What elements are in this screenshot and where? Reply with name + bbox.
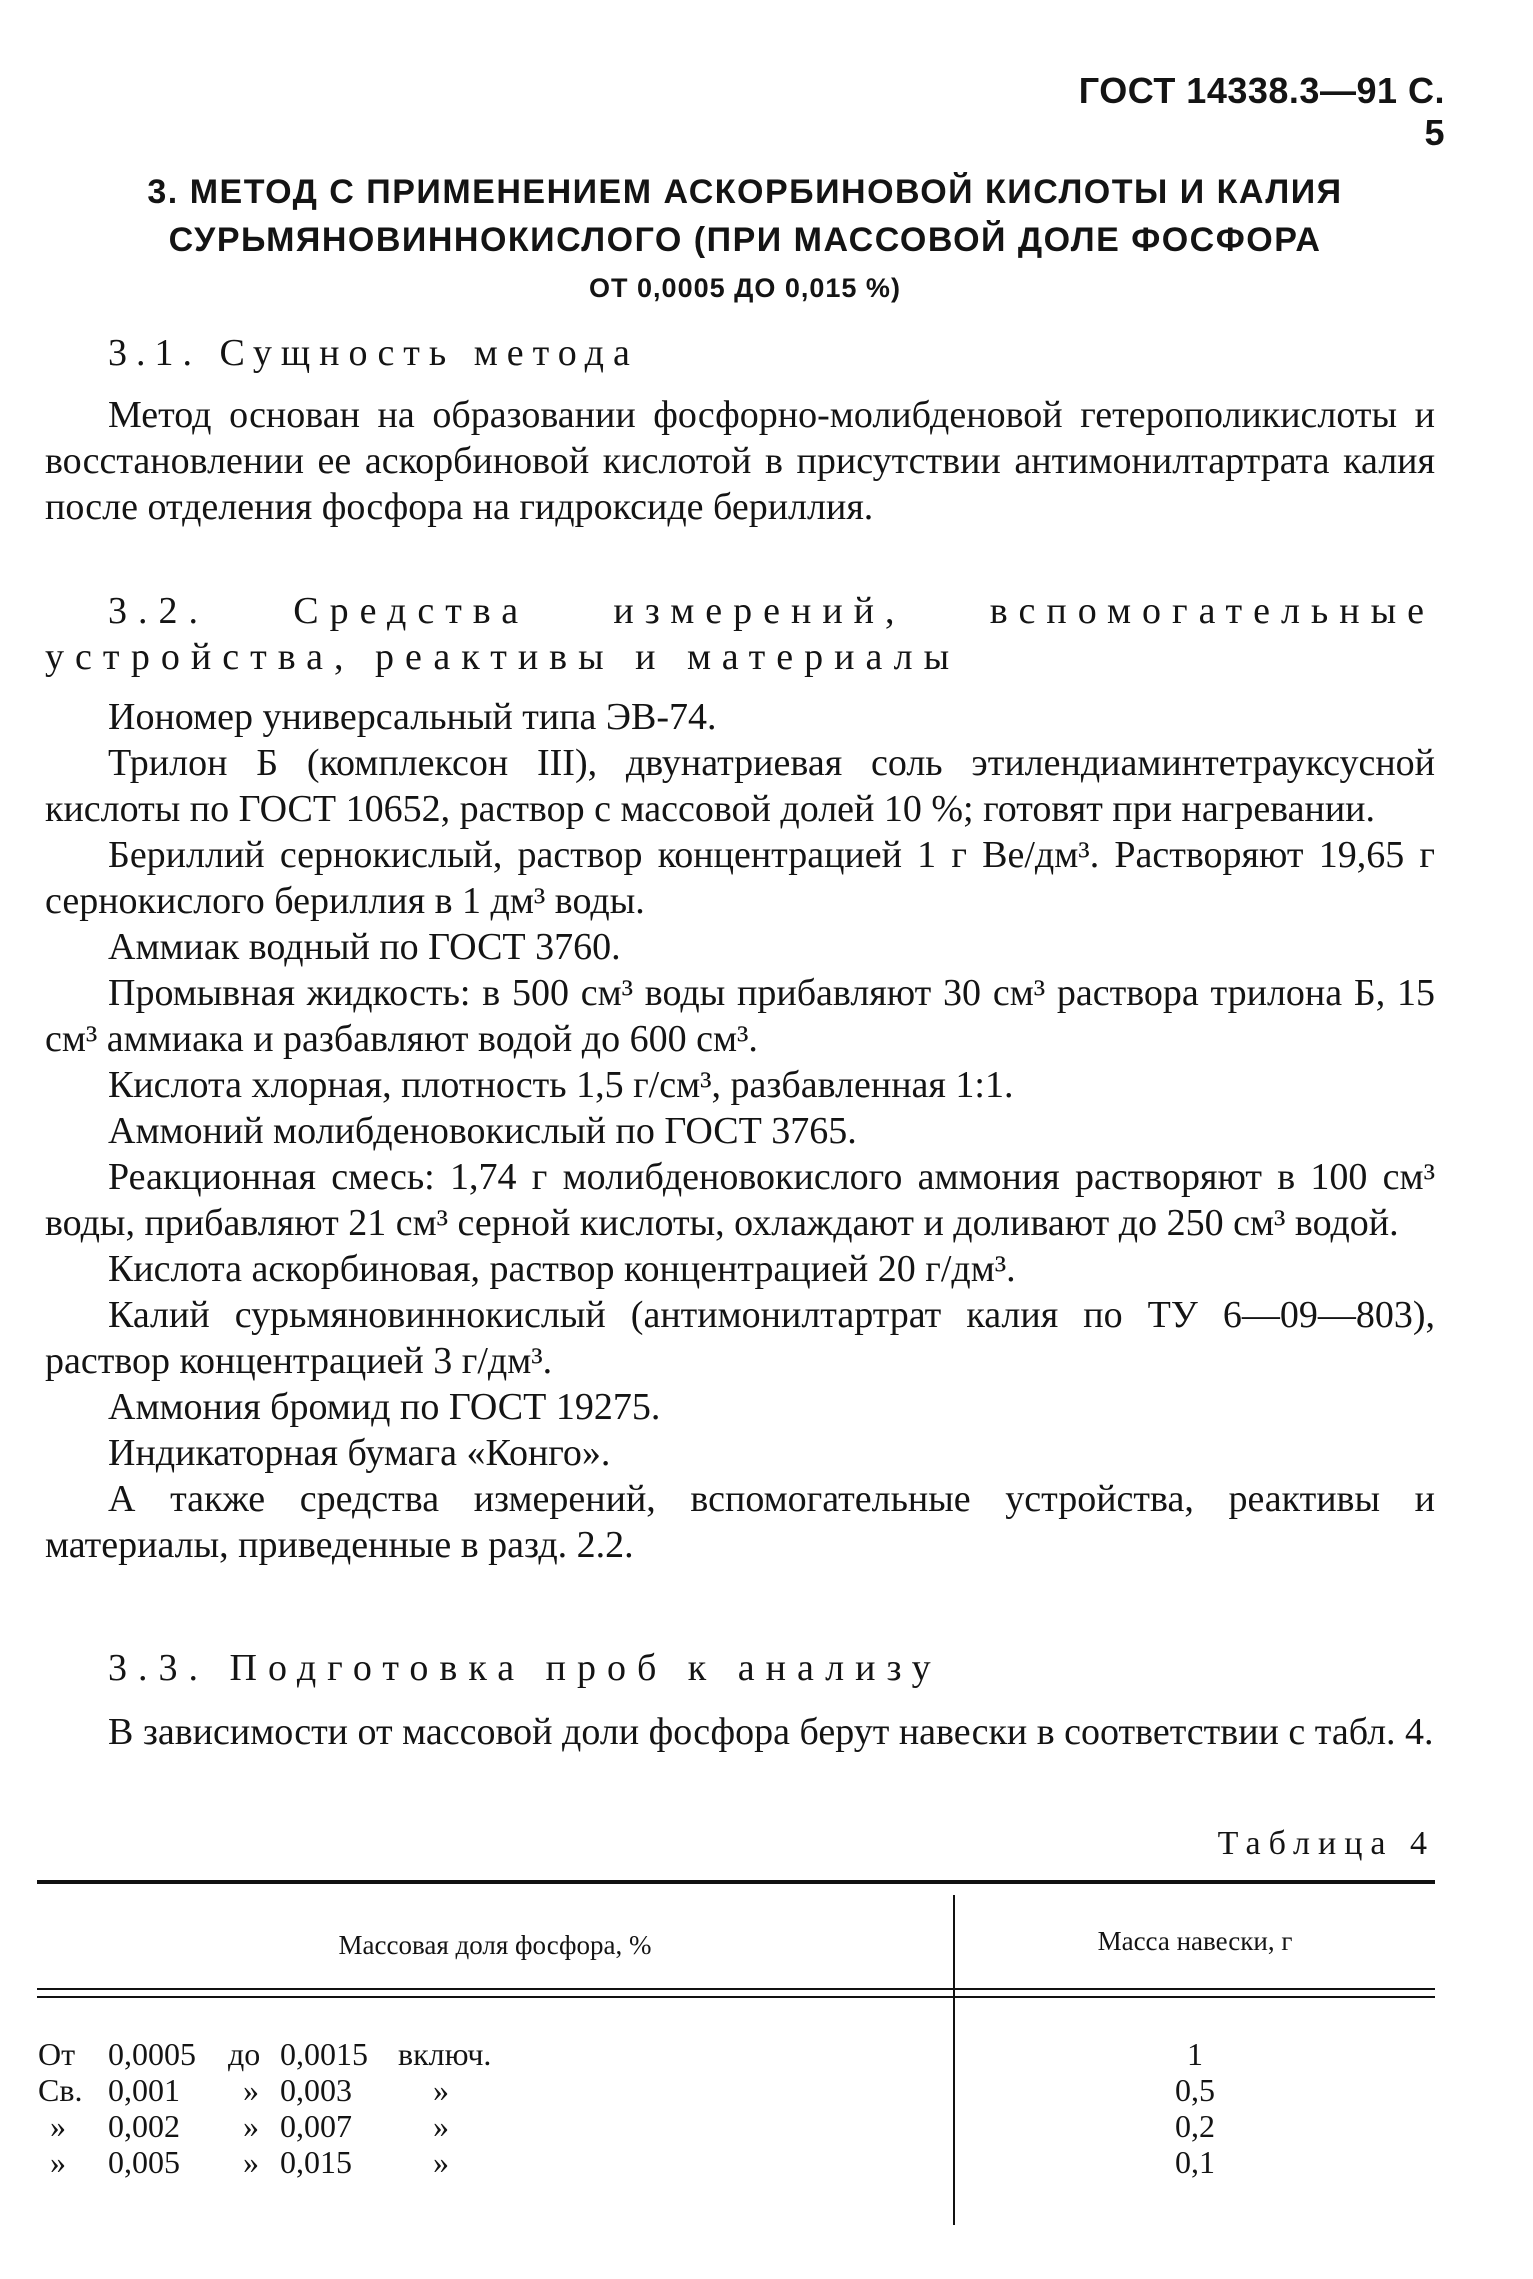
table-caption: Таблица 4 — [1217, 1825, 1435, 1862]
table-row — [38, 2144, 938, 2180]
subsection-3-3 — [45, 1645, 1435, 1755]
reagent-item: Аммоний молибденовокислый по ГОСТ 3765. — [108, 1110, 857, 1152]
row-suffix: » — [433, 2108, 449, 2144]
row-mid: » — [243, 2144, 259, 2180]
subsection-3-3-text: В зависимости от массовой доли фосфора берут навески в соответствии с табл. 4. — [108, 1711, 1434, 1753]
row-from: 0,002 — [108, 2108, 180, 2144]
table-col2-header: Масса навески, г — [1097, 1926, 1293, 1956]
table-row — [38, 2036, 938, 2072]
section-title-line-3: ОТ 0,0005 ДО 0,015 %) — [589, 273, 901, 303]
row-prefix: » — [50, 2144, 66, 2180]
row-prefix: » — [50, 2108, 66, 2144]
subsection-3-1-heading: 3.1. Сущность метода — [108, 332, 639, 374]
table-row — [38, 2108, 938, 2144]
reagent-item: Аммония бромид по ГОСТ 19275. — [108, 1386, 661, 1428]
section-title — [60, 168, 1430, 312]
reagent-item: Иономер универсальный типа ЭВ-74. — [108, 696, 717, 738]
row-to: 0,015 — [280, 2144, 352, 2180]
row-to: 0,003 — [280, 2072, 352, 2108]
reagent-item: Кислота аскорбиновая, раствор концентрацией 20 г/дм³. — [108, 1248, 1016, 1290]
row-to: 0,007 — [280, 2108, 352, 2144]
table-col2-body — [955, 2036, 1435, 2180]
reagent-item: Бериллий сернокислый, раствор концентрацией 1 г Be/дм³. Растворяют 19,65 г сернокислого бериллия в 1 дм³ воды. — [45, 834, 1435, 922]
subsection-3-2-heading: 3.2. Средства измерений, вспомогательные устройства, реактивы и материалы — [45, 590, 1435, 678]
reagent-item: Трилон Б (комплексон III), двунатриевая соль этилендиаминтетрауксусной кислоты по ГОСТ 10652, раствор с массовой долей 10 %; готовят при нагревании. — [45, 742, 1435, 830]
section-title-line-2: СУРЬМЯНОВИННОКИСЛОГО (ПРИ МАССОВОЙ ДОЛЕ ФОСФОРА — [168, 221, 1322, 259]
row-to: 0,0015 — [280, 2036, 368, 2072]
row-mid: » — [243, 2072, 259, 2108]
reagent-item: А также средства измерений, вспомогательные устройства, реактивы и материалы, приведенные в разд. 2.2. — [45, 1478, 1435, 1566]
reagent-item: Индикаторная бумага «Конго». — [108, 1432, 611, 1474]
reagent-item: Кислота хлорная, плотность 1,5 г/см³, разбавленная 1:1. — [108, 1064, 1014, 1106]
table-header-rule — [37, 1988, 1435, 1990]
row-mass: 0,1 — [1175, 2144, 1215, 2180]
page-header: ГОСТ 14338.3—91 С. 5 — [1078, 70, 1445, 153]
table-col1-header: Массовая доля фосфора, % — [338, 1930, 652, 1960]
subsection-3-2 — [45, 588, 1435, 1568]
subsection-3-1-text: Метод основан на образовании фосфорно-молибденовой гетерополикислоты и восстановлении ее аскорбиновой кислотой в присутствии антимонилтартрата калия после отделения фосфора на гидроксиде бериллия. — [45, 394, 1435, 528]
row-mid: » — [243, 2108, 259, 2144]
row-prefix: Св. — [38, 2072, 83, 2108]
reagent-item: Калий сурьмяновиннокислый (антимонилтартрат калия по ТУ 6—09—803), раствор концентрацией 3 г/дм³. — [45, 1294, 1435, 1382]
reagent-item: Промывная жидкость: в 500 см³ воды прибавляют 30 см³ раствора трилона Б, 15 см³ аммиака и разбавляют водой до 600 см³. — [45, 972, 1435, 1060]
row-mass: 1 — [1187, 2036, 1203, 2072]
row-from: 0,001 — [108, 2072, 180, 2108]
section-title-line-1: 3. МЕТОД С ПРИМЕНЕНИЕМ АСКОРБИНОВОЙ КИСЛОТЫ И КАЛИЯ — [147, 173, 1343, 211]
table-col1-body — [38, 2036, 938, 2180]
row-mid: до — [228, 2036, 261, 2072]
reagent-item: Реакционная смесь: 1,74 г молибденовокислого аммония растворяют в 100 см³ воды, прибавляют 21 см³ серной кислоты, охлаждают и доливают до 250 см³ водой. — [45, 1156, 1435, 1244]
row-mass: 0,2 — [1175, 2108, 1215, 2144]
table-top-rule — [37, 1880, 1435, 1884]
row-from: 0,005 — [108, 2144, 180, 2180]
table-header-rule-double — [37, 1996, 1435, 1998]
subsection-3-1 — [45, 330, 1435, 530]
subsection-3-3-heading: 3.3. Подготовка проб к анализу — [108, 1647, 942, 1689]
row-prefix: От — [38, 2036, 76, 2072]
row-mass: 0,5 — [1175, 2072, 1215, 2108]
row-suffix: включ. — [398, 2036, 492, 2072]
row-from: 0,0005 — [108, 2036, 196, 2072]
reagent-item: Аммиак водный по ГОСТ 3760. — [108, 926, 621, 968]
row-suffix: » — [433, 2072, 449, 2108]
table-row — [38, 2072, 938, 2108]
row-suffix: » — [433, 2144, 449, 2180]
